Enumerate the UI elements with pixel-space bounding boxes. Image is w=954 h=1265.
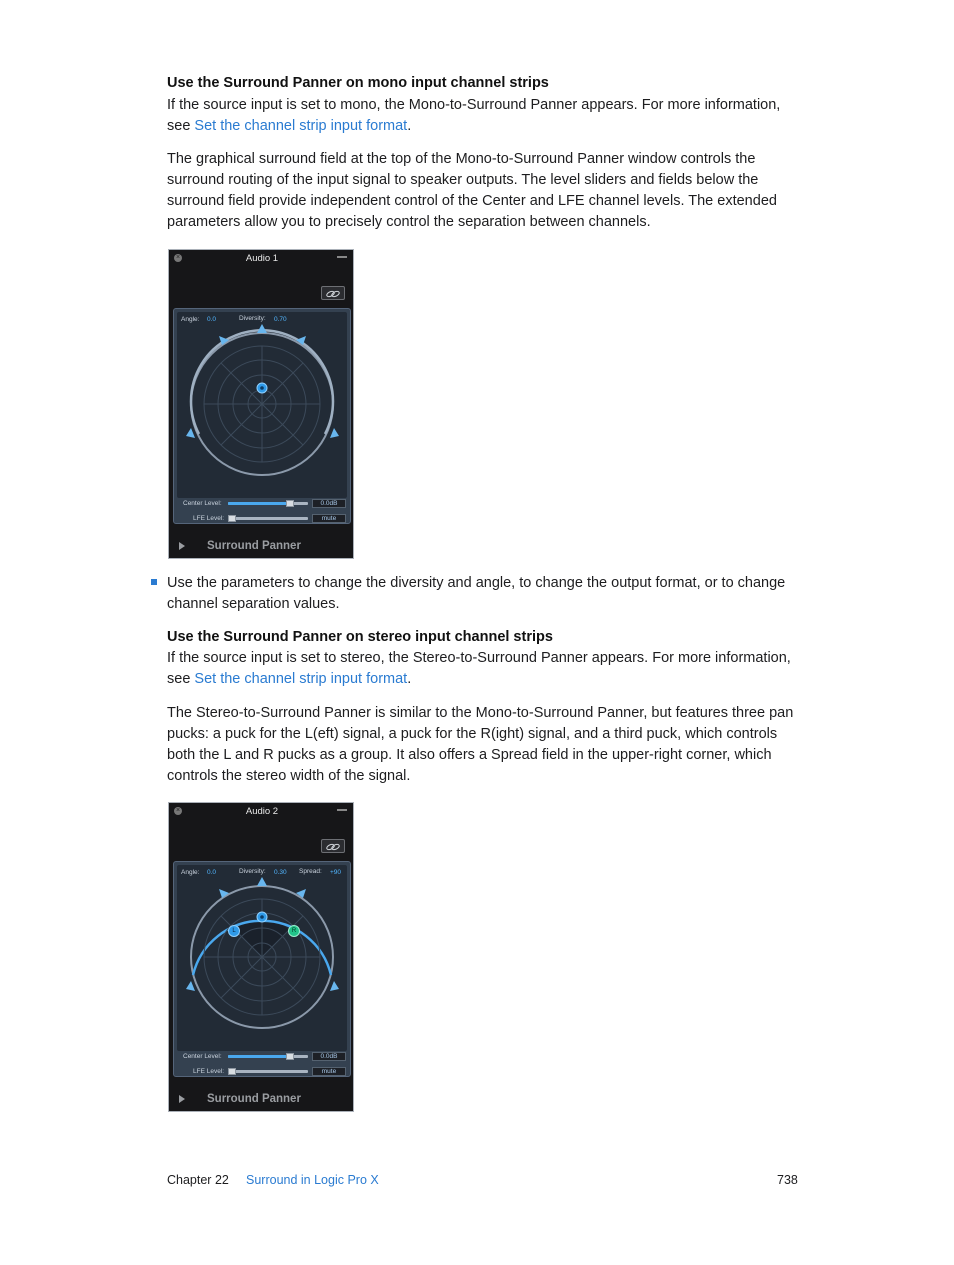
lfe-level-slider[interactable] bbox=[228, 1070, 308, 1073]
center-level-label: Center Level: bbox=[183, 1053, 222, 1060]
spread-label: Spread: bbox=[299, 868, 322, 875]
link-set-input-format[interactable]: Set the channel strip input format bbox=[194, 671, 408, 687]
center-level-value[interactable]: 0.0dB bbox=[312, 1052, 346, 1061]
angle-value[interactable]: 0.0 bbox=[207, 869, 217, 876]
link-button[interactable] bbox=[321, 839, 345, 853]
disclosure-triangle-icon[interactable] bbox=[179, 542, 185, 550]
link-icon bbox=[322, 841, 344, 853]
text: see bbox=[167, 671, 195, 687]
link-icon bbox=[322, 288, 344, 300]
speaker-right-icon bbox=[296, 889, 306, 898]
spread-value[interactable]: +90 bbox=[330, 869, 342, 876]
lfe-level-slider[interactable] bbox=[228, 517, 308, 520]
speaker-center-icon bbox=[257, 877, 267, 886]
diversity-label: Diversity: bbox=[239, 868, 266, 875]
right-puck[interactable]: R bbox=[288, 925, 300, 937]
angle-value[interactable]: 0.0 bbox=[207, 316, 217, 323]
surround-field-graphic bbox=[177, 865, 347, 1051]
center-level-knob[interactable] bbox=[286, 500, 294, 507]
center-level-label: Center Level: bbox=[183, 500, 222, 507]
center-level-knob[interactable] bbox=[286, 1053, 294, 1060]
lfe-level-label: LFE Level: bbox=[193, 515, 225, 522]
lfe-level-value[interactable]: mute bbox=[312, 514, 346, 523]
link-button[interactable] bbox=[321, 286, 345, 300]
footer-chapter-title-link[interactable]: Surround in Logic Pro X bbox=[246, 1173, 379, 1187]
angle-label: Angle: bbox=[181, 869, 200, 876]
close-icon[interactable]: × bbox=[175, 254, 181, 261]
speaker-right-surround-icon bbox=[330, 428, 339, 438]
lfe-level-label: LFE Level: bbox=[193, 1068, 225, 1075]
page-number: 738 bbox=[777, 1173, 798, 1187]
minimize-icon[interactable] bbox=[337, 809, 347, 811]
lfe-level-value[interactable]: mute bbox=[312, 1067, 346, 1076]
panel-footer-label: Surround Panner bbox=[207, 1093, 301, 1105]
text: If the source input is set to stereo, the Stereo-to-Surround Panner appears. For more information, bbox=[167, 650, 791, 666]
section-heading-stereo: Use the Surround Panner on stereo input channel strips bbox=[167, 629, 553, 645]
window-title: Audio 1 bbox=[245, 253, 279, 264]
diversity-value[interactable]: 0.70 bbox=[274, 316, 287, 323]
footer-chapter: Chapter 22 bbox=[167, 1173, 229, 1187]
section-heading-mono: Use the Surround Panner on mono input channel strips bbox=[167, 75, 549, 91]
paragraph-mono-description: The graphical surround field at the top of the Mono-to-Surround Panner window controls the surround routing of the input signal to speaker outputs. The level sliders and fields below the surround field provide independent control of the Center and LFE channel levels. The extended parameters allow you to precisely control the separation between channels. bbox=[167, 151, 777, 230]
link-set-input-format[interactable]: Set the channel strip input format bbox=[194, 118, 408, 134]
speaker-right-surround-icon bbox=[330, 981, 339, 991]
paragraph-mono-intro bbox=[167, 95, 807, 137]
diversity-label: Diversity: bbox=[239, 315, 266, 322]
close-icon[interactable]: × bbox=[175, 807, 181, 814]
text: see bbox=[167, 118, 195, 134]
speaker-left-icon bbox=[219, 336, 229, 345]
speaker-left-icon bbox=[219, 889, 229, 898]
disclosure-triangle-icon[interactable] bbox=[179, 1095, 185, 1103]
center-level-slider[interactable] bbox=[228, 1055, 308, 1058]
lfe-level-knob[interactable] bbox=[228, 515, 236, 522]
bullet-icon bbox=[151, 579, 157, 585]
surround-field[interactable] bbox=[177, 312, 347, 498]
minimize-icon[interactable] bbox=[337, 256, 347, 258]
window-title: Audio 2 bbox=[245, 806, 279, 817]
lfe-level-knob[interactable] bbox=[228, 1068, 236, 1075]
group-puck[interactable] bbox=[256, 911, 268, 923]
center-level-value[interactable]: 0.0dB bbox=[312, 499, 346, 508]
text: If the source input is set to mono, the Mono-to-Surround Panner appears. For more information, bbox=[167, 97, 781, 113]
surround-field-graphic bbox=[177, 312, 347, 498]
speaker-center-icon bbox=[257, 324, 267, 333]
bullet-text: Use the parameters to change the diversity and angle, to change the output format, or to change channel separation values. bbox=[167, 575, 786, 612]
speaker-left-surround-icon bbox=[186, 981, 195, 991]
center-level-fill bbox=[228, 502, 290, 505]
surround-field-container bbox=[173, 308, 351, 524]
center-level-fill bbox=[228, 1055, 290, 1058]
angle-label: Angle: bbox=[181, 316, 200, 323]
paragraph-stereo-description: The Stereo-to-Surround Panner is similar to the Mono-to-Surround Panner, but features three pan pucks: a puck for the L(eft) signal, a puck for the R(ight) signal, and a third puck, which controls both the L and R pucks as a group. It also offers a Spread field in the upper-right corner, which controls the stereo width of the signal. bbox=[167, 705, 794, 784]
left-puck[interactable]: L bbox=[228, 925, 240, 937]
mono-surround-panner-window bbox=[168, 249, 354, 559]
panel-footer-label: Surround Panner bbox=[207, 540, 301, 552]
center-level-slider[interactable] bbox=[228, 502, 308, 505]
text: . bbox=[407, 671, 412, 687]
paragraph-stereo-intro bbox=[167, 648, 807, 690]
speaker-right-icon bbox=[296, 336, 306, 345]
diversity-value[interactable]: 0.30 bbox=[274, 869, 287, 876]
text: . bbox=[407, 118, 412, 134]
surround-field[interactable] bbox=[177, 865, 347, 1051]
speaker-left-surround-icon bbox=[186, 428, 195, 438]
surround-field-container bbox=[173, 861, 351, 1077]
pan-puck[interactable] bbox=[256, 382, 268, 394]
stereo-surround-panner-window bbox=[168, 802, 354, 1112]
